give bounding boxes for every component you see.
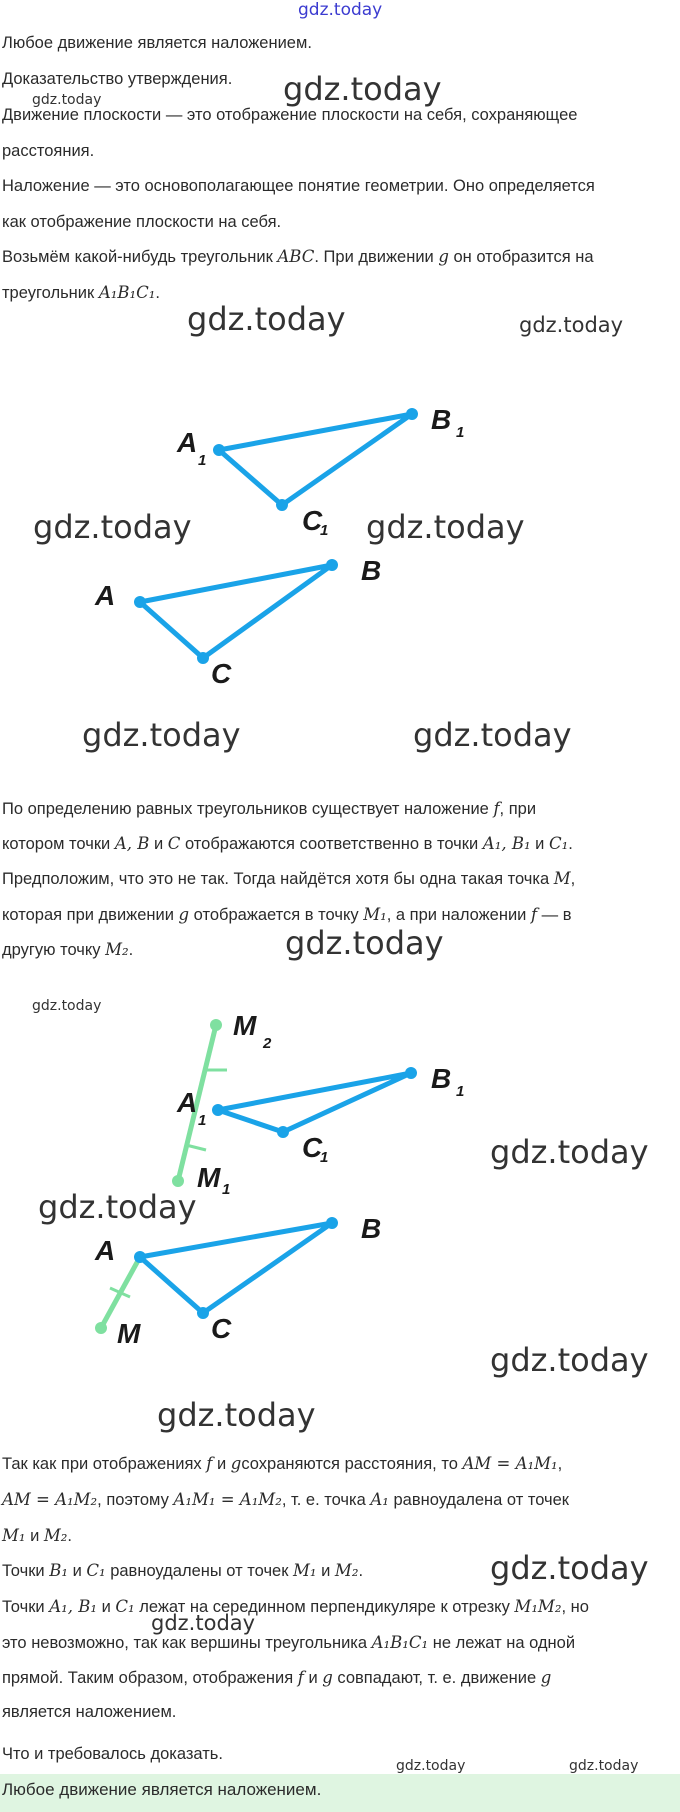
- watermark: gdz.today: [490, 1341, 649, 1379]
- conclusion: Что и требовалось доказать.: [2, 1745, 223, 1763]
- paragraph4-line2: котором точки A, B и C отображаются соответственно в точки A₁, B₁ и C₁.: [2, 834, 573, 853]
- point-m1: [172, 1175, 184, 1187]
- label-a1: A: [177, 427, 198, 458]
- watermark: gdz.today: [157, 1396, 316, 1434]
- paragraph4-line4: которая при движении g отображается в точку M₁, а при наложении f — в: [2, 905, 572, 924]
- label-a: A: [95, 580, 116, 611]
- vertex-a1-2: [212, 1104, 224, 1116]
- paragraph4-line1: По определению равных треугольников существует наложение f, при: [2, 799, 537, 818]
- triangle-abc: [134, 559, 338, 664]
- vertex-b: [326, 559, 338, 571]
- watermark: gdz.today: [32, 998, 102, 1014]
- label-c1-2-sub: 1: [320, 1149, 329, 1166]
- label-c1: C: [302, 505, 323, 536]
- paragraph2-line1: Наложение — это основополагающее понятие геометрии. Оно определяется: [2, 177, 595, 195]
- paragraph3-line1: Возьмём какой-нибудь треугольник ABC. При движении g он отобразится на: [2, 247, 594, 266]
- paragraph6: Точки B₁ и C₁ равноудалены от точек M₁ и M₂.: [2, 1561, 364, 1580]
- watermark: gdz.today: [490, 1133, 649, 1171]
- paragraph5-line2: AM = A₁M₂, поэтому A₁M₁ = A₁M₂, т. е. точка A₁ равноудалена от точек: [2, 1490, 570, 1509]
- site-watermark: gdz.today: [298, 0, 383, 20]
- watermark: gdz.today: [187, 300, 346, 338]
- label-a-2: A: [95, 1235, 116, 1266]
- watermark: gdz.today: [38, 1188, 197, 1226]
- label-b: B: [361, 555, 382, 586]
- vertex-c1: [276, 499, 288, 511]
- paragraph5-line1: Так как при отображениях f и gсохраняются расстояния, то AM = A₁M₁,: [2, 1454, 563, 1473]
- label-c-2: C: [211, 1313, 232, 1344]
- label-b1-2: B: [431, 1063, 452, 1094]
- vertex-b1: [406, 408, 418, 420]
- paragraph4-line3: Предположим, что это не так. Тогда найдётся хотя бы одна такая точка M,: [2, 869, 576, 888]
- watermark: gdz.today: [33, 508, 192, 546]
- vertex-a: [134, 596, 146, 608]
- vertex-a1: [213, 444, 225, 456]
- triangle-a1b1c1: [213, 408, 418, 511]
- paragraph2-line2: как отображение плоскости на себя.: [2, 213, 282, 231]
- triangle-a1b1c1-2: [212, 1067, 417, 1138]
- label-m1-sub: 1: [222, 1181, 231, 1198]
- watermark: gdz.today: [32, 92, 102, 108]
- label-a1-2-sub: 1: [198, 1112, 207, 1129]
- vertex-b1-2: [405, 1067, 417, 1079]
- vertex-c: [197, 652, 209, 664]
- proof-title: Доказательство утверждения.: [2, 70, 233, 88]
- label-m: M: [117, 1318, 141, 1349]
- label-a1-2: A: [177, 1087, 198, 1118]
- triangle-abc-2: [134, 1217, 338, 1319]
- paragraph7-line2: это невозможно, так как вершины треугольника A₁B₁C₁ не лежат на одной: [2, 1633, 576, 1652]
- vertex-b-2: [326, 1217, 338, 1229]
- paragraph7-line4: является наложением.: [2, 1703, 177, 1721]
- watermark: gdz.today: [82, 716, 241, 754]
- watermark: gdz.today: [366, 508, 525, 546]
- label-b1-sub: 1: [456, 424, 465, 441]
- label-b-2: B: [361, 1213, 382, 1244]
- label-c: C: [211, 658, 232, 689]
- vertex-c-2: [197, 1307, 209, 1319]
- paragraph7-line3: прямой. Таким образом, отображения f и g совпадают, т. е. движение g: [2, 1668, 552, 1687]
- paragraph7-line1: Точки A₁, B₁ и C₁ лежат на серединном перпендикуляре к отрезку M₁M₂, но: [2, 1597, 589, 1616]
- label-b1: B: [431, 404, 452, 435]
- watermark: gdz.today: [519, 313, 624, 337]
- watermark: gdz.today: [396, 1758, 466, 1774]
- label-m2: M: [233, 1010, 257, 1041]
- label-a1-sub: 1: [198, 452, 207, 469]
- watermark: gdz.today: [285, 924, 444, 962]
- label-c1-sub: 1: [320, 522, 329, 539]
- watermark: gdz.today: [283, 70, 442, 108]
- watermark: gdz.today: [151, 1611, 256, 1635]
- point-m: [95, 1322, 107, 1334]
- label-b1-2-sub: 1: [456, 1083, 465, 1100]
- label-m1: M: [197, 1162, 221, 1193]
- paragraph5-line3: M₁ и M₂.: [2, 1526, 73, 1545]
- vertex-a-2: [134, 1251, 146, 1263]
- footer-statement: Любое движение является наложением.: [2, 1780, 322, 1799]
- watermark: gdz.today: [569, 1758, 639, 1774]
- label-c1-2: C: [302, 1132, 323, 1163]
- statement: Любое движение является наложением.: [2, 34, 312, 52]
- watermark: gdz.today: [490, 1549, 649, 1587]
- point-m2: [210, 1019, 222, 1031]
- paragraph1-line1: Движение плоскости — это отображение плоскости на себя, сохраняющее: [2, 106, 578, 124]
- paragraph4-line5: другую точку M₂.: [2, 940, 134, 959]
- vertex-c1-2: [277, 1126, 289, 1138]
- paragraph3-line2: треугольник A₁B₁C₁.: [2, 283, 160, 302]
- watermark: gdz.today: [413, 716, 572, 754]
- label-m2-sub: 2: [263, 1035, 272, 1052]
- paragraph1-line2: расстояния.: [2, 142, 95, 160]
